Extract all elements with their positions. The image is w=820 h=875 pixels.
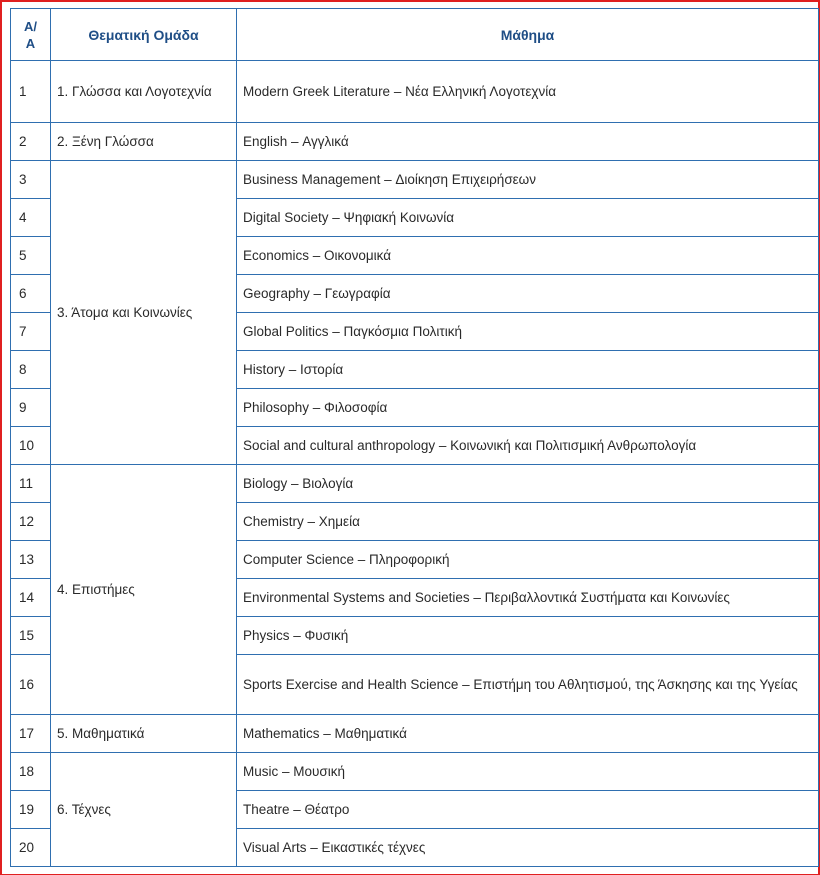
column-header-aa: [11, 9, 51, 61]
row-number: 14: [11, 579, 51, 617]
subject-cell: Visual Arts – Εικαστικές τέχνες: [237, 829, 819, 867]
row-number: 9: [11, 389, 51, 427]
row-number: 13: [11, 541, 51, 579]
subject-cell: Biology – Βιολογία: [237, 465, 819, 503]
subject-cell: Digital Society – Ψηφιακή Κοινωνία: [237, 199, 819, 237]
subject-cell: Philosophy – Φιλοσοφία: [237, 389, 819, 427]
row-number: 3: [11, 161, 51, 199]
row-number: 1: [11, 61, 51, 123]
table-row: [11, 123, 819, 161]
row-number: 5: [11, 237, 51, 275]
subject-cell: Environmental Systems and Societies – Περιβαλλοντικά Συστήματα και Κοινωνίες: [237, 579, 819, 617]
row-number: 18: [11, 753, 51, 791]
subject-cell: Economics – Οικονομικά: [237, 237, 819, 275]
row-number: 19: [11, 791, 51, 829]
thematic-group-cell: 5. Μαθηματικά: [51, 715, 237, 753]
thematic-group-cell: 2. Ξένη Γλώσσα: [51, 123, 237, 161]
row-number: 6: [11, 275, 51, 313]
table-header-row: [11, 9, 819, 61]
thematic-group-cell: 3. Άτομα και Κοινωνίες: [51, 161, 237, 465]
row-number: 4: [11, 199, 51, 237]
subject-cell: Mathematics – Μαθηματικά: [237, 715, 819, 753]
subject-cell: Theatre – Θέατρο: [237, 791, 819, 829]
subject-cell: Global Politics – Παγκόσμια Πολιτική: [237, 313, 819, 351]
column-header-group: Θεματική Ομάδα: [51, 9, 237, 61]
subject-cell: History – Ιστορία: [237, 351, 819, 389]
curriculum-table: [10, 8, 819, 867]
thematic-group-cell: 1. Γλώσσα και Λογοτεχνία: [51, 61, 237, 123]
table-row: [11, 753, 819, 791]
column-header-aa-line1: Α/: [24, 18, 37, 34]
column-header-subject: Μάθημα: [237, 9, 819, 61]
subject-cell: Physics – Φυσική: [237, 617, 819, 655]
row-number: 10: [11, 427, 51, 465]
row-number: 7: [11, 313, 51, 351]
row-number: 8: [11, 351, 51, 389]
table-row: [11, 715, 819, 753]
subject-cell: Geography – Γεωγραφία: [237, 275, 819, 313]
row-number: 11: [11, 465, 51, 503]
thematic-group-cell: 4. Επιστήμες: [51, 465, 237, 715]
row-number: 2: [11, 123, 51, 161]
table-row: [11, 465, 819, 503]
subject-cell: Computer Science – Πληροφορική: [237, 541, 819, 579]
subject-cell: Sports Exercise and Health Science – Επιστήμη του Αθλητισμού, της Άσκησης και της Υγείας: [237, 655, 819, 715]
subject-cell: Music – Μουσική: [237, 753, 819, 791]
table-row: [11, 61, 819, 123]
table-row: [11, 161, 819, 199]
thematic-group-cell: 6. Τέχνες: [51, 753, 237, 867]
row-number: 17: [11, 715, 51, 753]
subject-cell: English – Αγγλικά: [237, 123, 819, 161]
subject-cell: Business Management – Διοίκηση Επιχειρήσεων: [237, 161, 819, 199]
row-number: 20: [11, 829, 51, 867]
row-number: 12: [11, 503, 51, 541]
row-number: 15: [11, 617, 51, 655]
subject-cell: Modern Greek Literature – Νέα Ελληνική Λογοτεχνία: [237, 61, 819, 123]
row-number: 16: [11, 655, 51, 715]
subject-cell: Social and cultural anthropology – Κοινωνική και Πολιτισμική Ανθρωπολογία: [237, 427, 819, 465]
subject-cell: Chemistry – Χημεία: [237, 503, 819, 541]
column-header-aa-line2: Α: [25, 35, 36, 51]
